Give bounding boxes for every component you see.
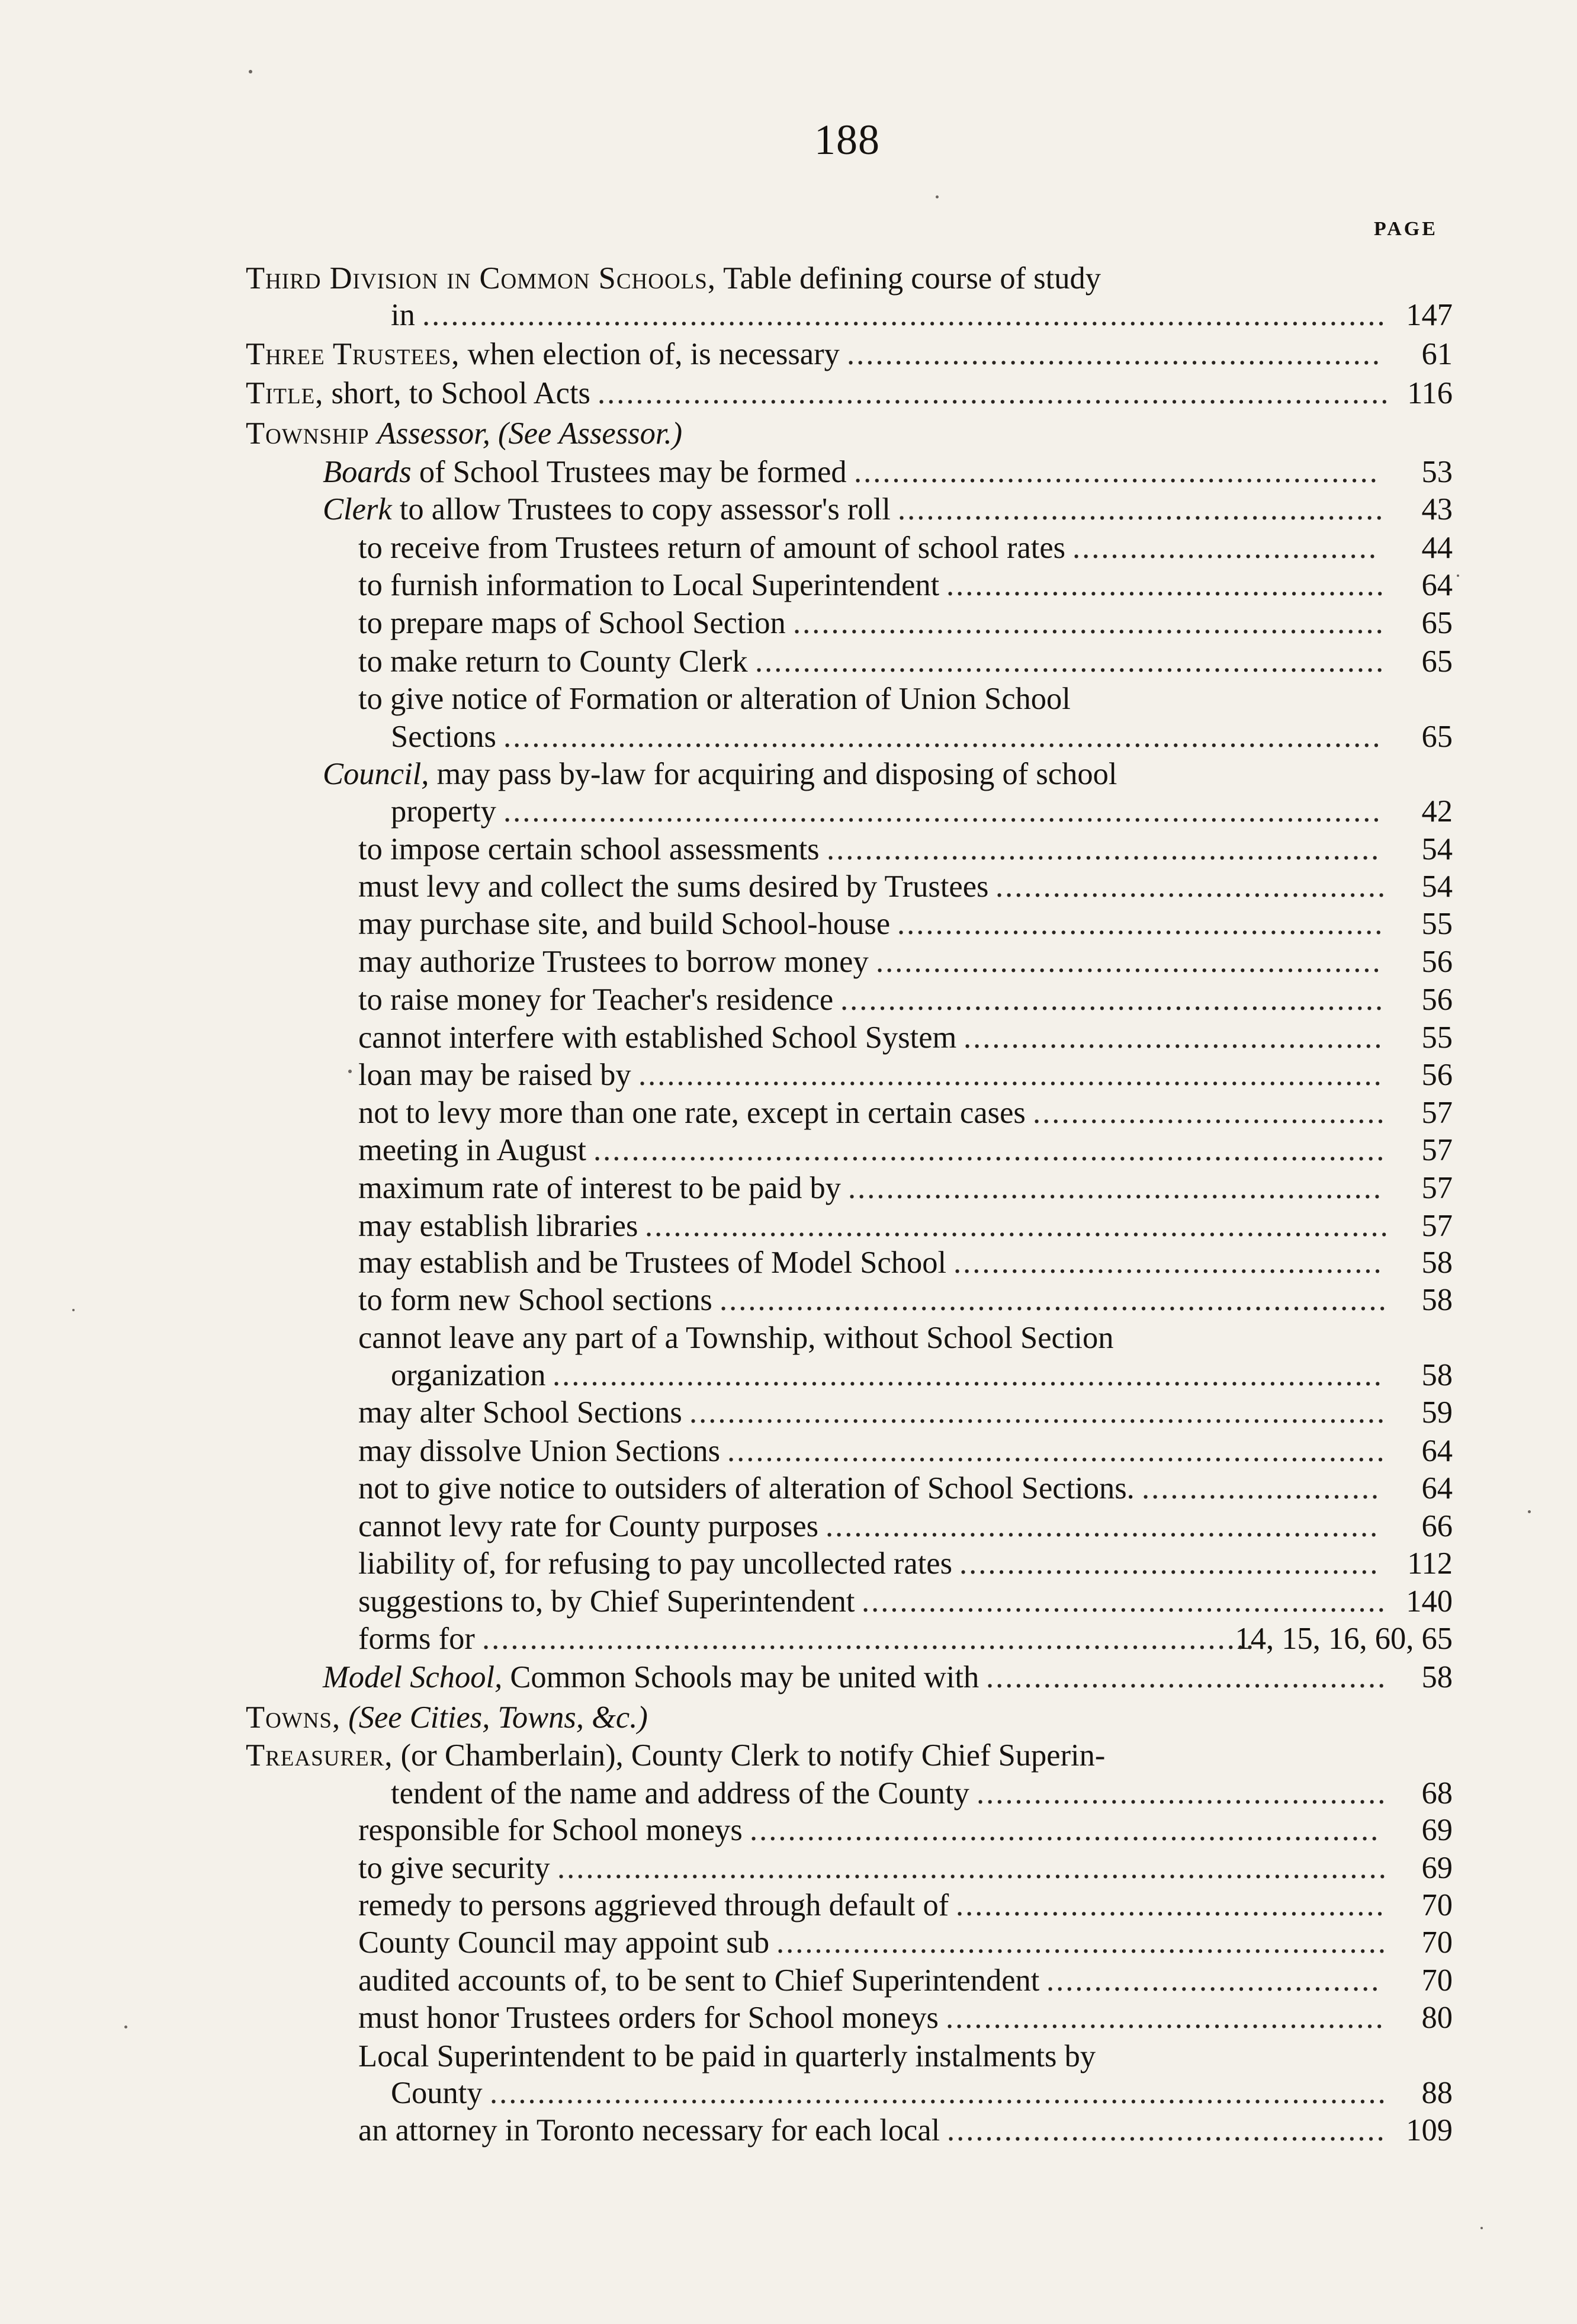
entry-page-ref: 56 — [1421, 1058, 1453, 1092]
index-entry — [0, 296, 1577, 334]
index-entry — [0, 1507, 1577, 1545]
entry-text: must honor Trustees orders for School moneys — [358, 2001, 939, 2035]
entry-page-ref: 58 — [1421, 1660, 1453, 1694]
page-number: 188 — [814, 116, 880, 163]
index-entry — [0, 604, 1577, 642]
entry-page-ref: 70 — [1421, 1963, 1453, 1998]
index-entry — [0, 1056, 1577, 1094]
entry-text: Model School, Common Schools may be united with — [323, 1660, 979, 1694]
dot-leader: ................................................... — [897, 907, 1385, 941]
index-entry — [0, 1699, 1577, 1736]
entry-page-ref: 57 — [1421, 1133, 1453, 1167]
entry-text: to give security — [358, 1851, 550, 1885]
entry-page-ref: 59 — [1421, 1395, 1453, 1430]
index-entry — [0, 529, 1577, 567]
index-entry — [0, 1658, 1577, 1696]
entry-page-ref: 66 — [1421, 1509, 1453, 1543]
index-entry — [0, 1432, 1577, 1470]
entry-page-ref: 57 — [1421, 1171, 1453, 1205]
index-entry — [0, 1244, 1577, 1282]
dot-leader: ....................................................................................... — [553, 1358, 1383, 1392]
index-entry — [0, 1774, 1577, 1812]
dot-leader: ......................... — [1142, 1471, 1381, 1506]
entry-page-ref: 54 — [1421, 869, 1453, 904]
entry-page-ref: 43 — [1421, 492, 1453, 527]
dot-leader: ........................................... — [977, 1776, 1387, 1811]
entry-text: to form new School sections — [358, 1283, 712, 1317]
entry-text: to furnish information to Local Superintendent — [358, 568, 940, 602]
entry-page-ref: 54 — [1421, 832, 1453, 866]
entry-text: forms for — [358, 1622, 475, 1656]
entry-page-ref: 44 — [1421, 531, 1453, 565]
entry-page-ref: 80 — [1421, 2001, 1453, 2035]
entry-text: property — [391, 794, 496, 829]
dot-leader: ................................................................................... — [593, 1133, 1386, 1167]
index-entry — [0, 415, 1577, 452]
entry-page-ref: 57 — [1421, 1209, 1453, 1243]
entry-page-ref: 56 — [1421, 983, 1453, 1017]
index-entry — [0, 1962, 1577, 1999]
entry-page-ref: 65 — [1421, 720, 1453, 754]
entry-text: to receive from Trustees return of amount of school rates — [358, 531, 1066, 565]
entry-text: not to levy more than one rate, except in certain cases — [358, 1096, 1026, 1130]
index-entry — [0, 905, 1577, 943]
index-entry — [0, 1394, 1577, 1431]
entry-text: Clerk to allow Trustees to copy assessor's roll — [323, 492, 891, 527]
entry-text: loan may be raised by — [358, 1058, 631, 1092]
entry-page-ref: 56 — [1421, 945, 1453, 979]
index-entry — [0, 2111, 1577, 2149]
entry-text: County — [391, 2076, 483, 2110]
index-entry — [0, 2074, 1577, 2112]
entry-page-ref: 55 — [1421, 907, 1453, 941]
dot-leader: ............................................................................................ — [503, 794, 1382, 829]
index-entry — [0, 868, 1577, 906]
index-entry — [0, 1582, 1577, 1620]
dot-leader: ................................................... — [898, 492, 1385, 527]
entry-page-ref: 58 — [1421, 1283, 1453, 1317]
entry-text: must levy and collect the sums desired by Trustees — [358, 869, 989, 904]
entry-text: Three Trustees, when election of, is necessary — [246, 337, 840, 371]
dot-leader: .............................................. — [947, 2113, 1386, 2148]
dot-leader: .......................................................... — [826, 1509, 1380, 1543]
entry-text: an attorney in Toronto necessary for each local — [358, 2113, 940, 2148]
entry-text: tendent of the name and address of the County — [391, 1776, 969, 1811]
entry-text: suggestions to, by Chief Superintendent — [358, 1584, 855, 1619]
entry-page-ref: 70 — [1421, 1888, 1453, 1922]
entry-text: Towns, (See Cities, Towns, &c.) — [246, 1700, 648, 1735]
entry-text: to make return to County Clerk — [358, 644, 748, 679]
entry-page-ref: 64 — [1421, 568, 1453, 602]
entry-page-ref: 58 — [1421, 1358, 1453, 1392]
dot-leader: .............................................. — [946, 568, 1386, 602]
entry-text: to raise money for Teacher's residence — [358, 983, 834, 1017]
entry-text: Township Assessor, (See Assessor.) — [246, 416, 683, 451]
index-entry — [0, 1169, 1577, 1207]
entry-text: Title, short, to School Acts — [246, 376, 590, 410]
entry-text: Local Superintendent to be paid in quarterly instalments by — [358, 2039, 1096, 2073]
entry-text: may establish and be Trustees of Model School — [358, 1246, 947, 1280]
entry-page-ref: 64 — [1421, 1471, 1453, 1506]
entry-text: Treasurer, (or Chamberlain), County Clerk to notify Chief Superin- — [246, 1738, 1106, 1773]
entry-page-ref: 55 — [1421, 1020, 1453, 1055]
dot-leader: .............................................................................. — [645, 1209, 1390, 1243]
index-entry — [0, 1736, 1577, 1774]
entry-text: meeting in August — [358, 1133, 586, 1167]
dot-leader: .............................................................................. — [638, 1058, 1383, 1092]
entry-text: may authorize Trustees to borrow money — [358, 945, 869, 979]
index-entry — [0, 1924, 1577, 1962]
entry-text: organization — [391, 1358, 546, 1392]
entry-text: to prepare maps of School Section — [358, 606, 786, 640]
index-entry — [0, 259, 1577, 297]
entry-page-ref: 65 — [1421, 606, 1453, 640]
dot-leader: .............................................................................................. — [490, 2076, 1387, 2110]
index-entry — [0, 2037, 1577, 2075]
dot-leader: ......................................... — [995, 869, 1387, 904]
dot-leader: ................................................................................... — [598, 376, 1390, 410]
dot-leader: ..................................................................................................... — [422, 298, 1387, 332]
entry-page-ref: 61 — [1421, 337, 1453, 371]
dot-leader: ............................................. — [956, 1888, 1386, 1922]
index-entry — [0, 1469, 1577, 1507]
index-entry — [0, 680, 1577, 718]
dot-leader: .......................................... — [986, 1660, 1387, 1694]
index-entry — [0, 718, 1577, 756]
entry-page-ref: 57 — [1421, 1096, 1453, 1130]
dot-leader: ......................................................................... — [689, 1395, 1387, 1430]
dot-leader: .............................................. — [946, 2001, 1385, 2035]
dot-leader: ........................................................ — [848, 1171, 1383, 1205]
index-entry — [0, 830, 1577, 868]
entry-page-ref: 68 — [1421, 1776, 1453, 1811]
index-entry — [0, 1849, 1577, 1887]
entry-page-ref: 116 — [1407, 376, 1453, 410]
dot-leader: .................................................................. — [750, 1813, 1380, 1847]
entry-text: may purchase site, and build School-house — [358, 907, 891, 941]
dot-leader: ................................ — [1072, 531, 1378, 565]
index-entry — [0, 1620, 1577, 1658]
dot-leader: ........................................................ — [847, 337, 1382, 371]
entry-text: Third Division in Common Schools, Table defining course of study — [246, 261, 1101, 296]
entry-text: cannot interfere with established School System — [358, 1020, 957, 1055]
entry-text: County Council may appoint sub — [358, 1925, 770, 1960]
index-entry — [0, 566, 1577, 604]
entry-page-ref: 88 — [1421, 2076, 1453, 2110]
dot-leader: ...................................................................... — [720, 1283, 1388, 1317]
entry-text: remedy to persons aggrieved through default of — [358, 1888, 949, 1922]
index-entry — [0, 1886, 1577, 1924]
index-entry — [0, 1131, 1577, 1169]
index-entry — [0, 1319, 1577, 1357]
index-entry — [0, 374, 1577, 412]
index-entry — [0, 453, 1577, 491]
dot-leader: ................................................................ — [776, 1925, 1387, 1960]
entry-page-ref: 14, 15, 16, 60, 65 — [1235, 1622, 1453, 1656]
dot-leader: ............................................ — [959, 1546, 1380, 1581]
index-entry — [0, 943, 1577, 981]
entry-text: cannot leave any part of a Township, without School Section — [358, 1321, 1114, 1355]
index-entry — [0, 335, 1577, 373]
entry-page-ref: 53 — [1421, 455, 1453, 489]
index-entry — [0, 1019, 1577, 1057]
entry-page-ref: 147 — [1406, 298, 1453, 332]
dot-leader: ............................................................................................ — [503, 720, 1382, 754]
index-entry — [0, 1207, 1577, 1245]
entry-page-ref: 65 — [1421, 644, 1453, 679]
entry-page-ref: 58 — [1421, 1246, 1453, 1280]
entry-text: to impose certain school assessments — [358, 832, 820, 866]
entry-page-ref: 42 — [1421, 794, 1453, 829]
dot-leader: ..................................................................... — [727, 1434, 1386, 1468]
entry-text: Sections — [391, 720, 496, 754]
dot-leader: ............................................ — [963, 1020, 1384, 1055]
index-entry — [0, 1811, 1577, 1849]
dot-leader: ..................................... — [1033, 1096, 1386, 1130]
dot-leader: .............................................................. — [793, 606, 1385, 640]
index-entry — [0, 792, 1577, 830]
entry-text: in — [391, 298, 415, 332]
dot-leader: ....................................................... — [862, 1584, 1387, 1619]
index-entry — [0, 1281, 1577, 1319]
index-entry — [0, 490, 1577, 528]
entry-page-ref: 140 — [1406, 1584, 1453, 1619]
dot-leader: .......................................................... — [827, 832, 1381, 866]
index-entry — [0, 1094, 1577, 1132]
dot-leader: ............................................. — [953, 1246, 1383, 1280]
entry-text: not to give notice to outsiders of alteration of School Sections. — [358, 1471, 1135, 1506]
dot-leader: ................................... — [1046, 1963, 1381, 1998]
entry-text: may establish libraries — [358, 1209, 638, 1243]
index-entry — [0, 643, 1577, 680]
entry-page-ref: 70 — [1421, 1925, 1453, 1960]
dot-leader: ......................................................... — [840, 983, 1385, 1017]
entry-page-ref: 64 — [1421, 1434, 1453, 1468]
dot-leader: ..................................................... — [876, 945, 1382, 979]
entry-text: to give notice of Formation or alteration of Union School — [358, 682, 1071, 716]
index-entry — [0, 755, 1577, 793]
index-entry — [0, 1999, 1577, 2037]
index-entry — [0, 1356, 1577, 1394]
entry-page-ref: 69 — [1421, 1851, 1453, 1885]
entry-text: liability of, for refusing to pay uncollected rates — [358, 1546, 953, 1581]
dot-leader: ....................................................................................... — [557, 1851, 1388, 1885]
entry-text: audited accounts of, to be sent to Chief Superintendent — [358, 1963, 1040, 1998]
entry-text: may alter School Sections — [358, 1395, 682, 1430]
entry-text: maximum rate of interest to be paid by — [358, 1171, 841, 1205]
page-column-label: PAGE — [1374, 218, 1438, 240]
index-entry — [0, 981, 1577, 1019]
dot-leader: ....................................................... — [854, 455, 1379, 489]
dot-leader: .................................................................. — [755, 644, 1386, 679]
entry-page-ref: 112 — [1407, 1546, 1453, 1581]
entry-page-ref: 69 — [1421, 1813, 1453, 1847]
entry-text: cannot levy rate for County purposes — [358, 1509, 819, 1543]
entry-page-ref: 109 — [1406, 2113, 1453, 2148]
index-entry — [0, 1545, 1577, 1582]
entry-text: Boards of School Trustees may be formed — [323, 455, 847, 489]
dot-leader: ................................................................................. — [482, 1622, 1256, 1656]
entry-text: may dissolve Union Sections — [358, 1434, 721, 1468]
entry-text: Council, may pass by-law for acquiring and disposing of school — [323, 757, 1117, 791]
entry-text: responsible for School moneys — [358, 1813, 743, 1847]
